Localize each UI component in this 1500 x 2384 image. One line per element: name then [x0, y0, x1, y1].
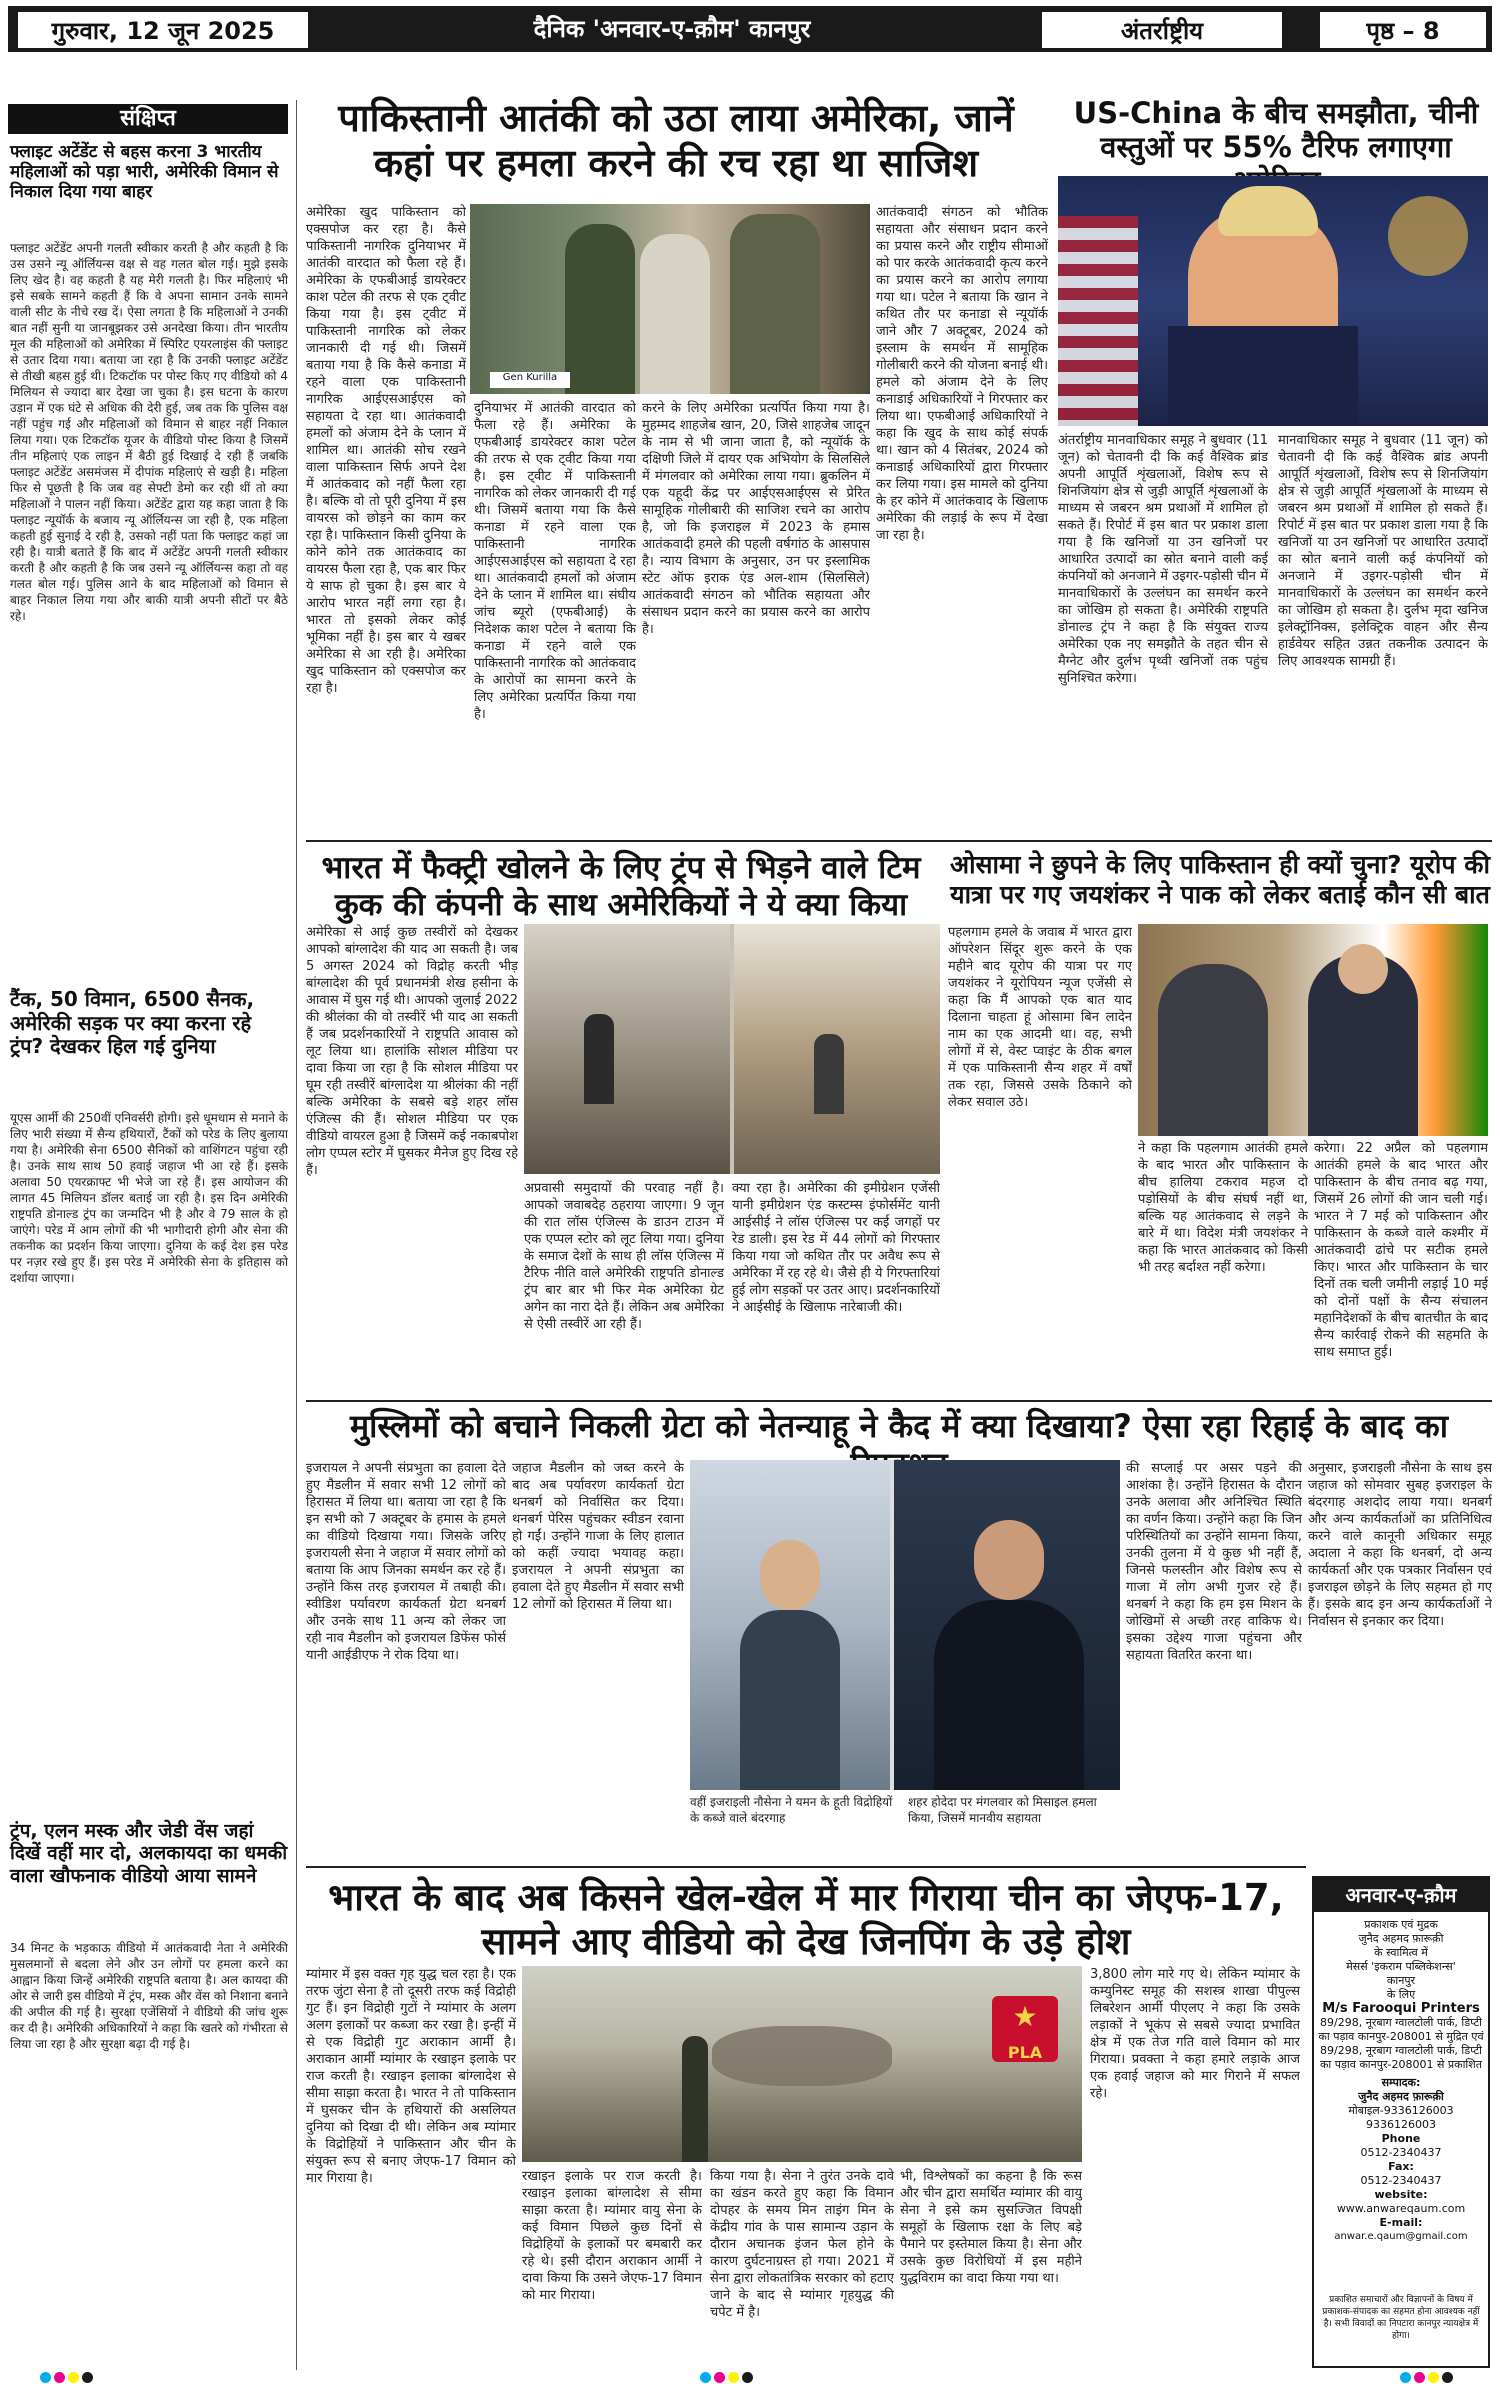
- article6-photo: [522, 1966, 1082, 2162]
- article6-col5: 3,800 लोग मारे गए थे। लेकिन म्यांमार के कम्युनिस्ट समूह की सशस्त्र शाखा पीपुल्स लिबरेशन आर्मी पीएलए ने कहा कि उसके लड़ाकों ने भूकंप से सबसे ज्यादा प्रभावित क्षेत्र में एक तेज गति वाले विमान को मार गिराया। प्रवक्ता ने कहा हमारे लड़ाके आज एक हवाई जहाज को मार गिराने में सफल रहे।: [1090, 1967, 1300, 2101]
- photo-greta: [690, 1460, 890, 1790]
- article3-col3: क्या रहा है। अमेरिका की इमीग्रेशन एजेंसी यानी इमीग्रेशन एंड कस्टम्स इंफोर्समेंट यानी आईसीई ने लॉस एंजिल्स पर कई जगहों पर रेड डाली। इस रेड में 44 लोगों को गिरफ्तार किया गया जो कथित तौर पर अवैध रूप से अमेरिका में रह रहे थे। जैसे ही ये गिरफ्तारियां हुई लोग सड़कों पर उतर आए। प्रदर्शनकारियों ने आईसीई के खिलाफ नारेबाजी की।: [732, 1181, 940, 1315]
- article3-col1: अमेरिका से आई कुछ तस्वीरों को देखकर आपको बांग्लादेश की याद आ सकती है। जब 5 अगस्त 2024 को विद्रोह करती भीड़ बांग्लादेश की पूर्व प्रधानमंत्री शेख हसीना के आवास में घुस गई थी। आपको जुलाई 2022 की श्रीलंका की वो तस्वीरें भी याद आ सकती हैं जब प्रदर्शनकारियों ने राष्ट्रपति आवास को लूट लिया था। हालांकि सोशल मीडिया पर दावा किया जा रहा है कि सोशल मीडिया पर घूम रही तस्वीरें बांग्लादेश या श्रीलंका की नहीं बल्कि अमेरिका के सबसे बड़े शहर लॉस एंजिल्स की हैं। सोशल मीडिया पर एक वीडियो वायरल हुआ है जिसमें कई नकाबपोश लोग एप्पल स्टोर में घुसकर मैनेज हुए दिख रहे हैं।: [306, 925, 518, 1178]
- imprint-fax: 0512-2340437: [1360, 2174, 1442, 2187]
- photo-body: [740, 1610, 840, 1790]
- article1-photo: [470, 204, 870, 394]
- photo-suit: [1168, 326, 1358, 426]
- article1-headline: पाकिस्तानी आतंकी को उठा लाया अमेरिका, जानें कहां पर हमला करने की रच रहा था साजिश: [338, 96, 1014, 185]
- article2-col2: मानवाधिकार समूह ने बुधवार (11 जून) को चेतावनी दी कि कई वैश्विक ब्रांड अपनी आपूर्ति शृंखलाओं, विशेष रूप से शिनजियांग क्षेत्र से जुड़ी आपूर्ति शृंखलाओं के माध्यम से जबरन श्रम प्रथाओं में शामिल हो सकते हैं। रिपोर्ट में इस बात पर प्रकाश डाला गया है कि खनिजों या उन खनिजों पर आधारित उत्पादों का स्रोत बनाने वाली कई कंपनियों को अनजाने में उइगर-पड़ोसी चीन में मानवाधिकारों के उल्लंघन का समर्थन करने का जोखिम हो सकता है। दुर्लभ मृदा खनिज इलेक्ट्रॉनिक्स, इलेक्ट्रिक वाहन और सैन्य हार्डवेयर सहित उन्नत तकनीक उत्पादन के लिए आवश्यक सामग्री हैं।: [1278, 433, 1488, 669]
- article5-col2: जहाज मैडलीन को जब्त करने के बाद अब पर्यावरण कार्यकर्ता ग्रेटा थनबर्ग को निर्वासित कर दिया। थनबर्ग पेरिस पहुंचकर स्वीडन रवाना हो गईं। उन्होंने गाजा के लिए हालात को कहीं ज्यादा भयावह कहा। इजरायल ने अपनी संप्रभुता का हवाला देते हुए मैडलीन में सवार सभी 12 लोगों को हिरासत में लिया था।: [512, 1461, 684, 1612]
- sidebar-story2-body: यूएस आर्मी की 250वीं एनिवर्सरी होगी। इसे धूमधाम से मनाने के लिए भारी संख्या में सैन्य हथियारों, टैंकों को परेड के लिए बुलाया गया है। अमेरिकी सेना 6500 सैनिकों को वाशिंगटन पहुंचा रही है। उनके साथ साथ 50 हवाई जहाज भी आ रहे हैं। इसके अलावा 50 एयरक्राफ्ट भी भेजे जा रहे हैं। इस आयोजन की लागत 45 मिलियन डॉलर बताई जा रही है। इस दिन अमेरिकी राष्ट्रपति डोनाल्ड ट्रंप का जन्मदिन भी है और वे 79 साल के हो जाएंगे। परेड में आम लोगों की भी भागीदारी होगी और सेना की तकनीक का प्रदर्शन किया जाएगा। दुनिया के कई देश इस परेड पर नज़र रखे हुए हैं। इस परेड में अमेरिकी सेना के इतिहास को दर्शाया जाएगा।: [10, 1111, 288, 1285]
- photo-wreckage: [712, 2026, 892, 2086]
- sidebar-story3-headline: ट्रंप, एलन मस्क और जेडी वेंस जहां दिखें वहीं मार दो, अलकायदा का धमकी वाला खौफनाक वीडियो आया सामने: [10, 1820, 288, 1887]
- pla-badge-label: PLA: [1007, 2043, 1043, 2062]
- article2-photo: [1058, 176, 1488, 426]
- sidebar-story1-body: फ्लाइट अटेंडेंट अपनी गलती स्वीकार करती है और कहती है कि उस उसने न्यू ऑर्लियन्स वक्ष से वह गलत बोल गई। मुझे इसके लिए खेद है। वह कहती है यह मेरी गलती है। फिर महिलाएं भी इसे सबके सामने कहती हैं कि वे अपना सामान उनके सामने वाली सीट के नीचे रख दें। ऐसा लगता है कि महिलाओं ने उनकी बात नहीं सुनी या जानबूझकर उसे अनदेखा किया। तीन भारतीय मूल की महिलाओं को अमेरिका में स्पिरिट एयरलाइंस की फ्लाइट से उतार दिया गया। बताया जा रहा है कि उनकी फ्लाइट अटेंडेंट से तीखी बहस हुई थी। टिकटॉक पर पोस्ट किए गए वीडियो को 4 मिलियन से ज्यादा बार देखा जा चुका है। इस घटना के कारण उड़ान में एक घंटे से अधिक की देरी हुई, जब तक कि पुलिस वक्ष नहीं पहुंच गई और महिलाओं को विमान से बाहर नहीं निकाल लिया गया। एक टिकटॉक यूजर के वीडियो पोस्ट किया है जिसमें तीन महिलाएं एक लाइन में बैठी हुई दिखाई दे रही हैं जबकि फ्लाइट अटेंडेंट असमंजस में दीपांक महिलाएं से खड़ी है। महिला फिर से पूछती है कि जब वह सेफ्टी डेमो कर रही थीं तो क्या महिलाओं ने पालन नहीं किया। अटेंडेंट द्वारा यह कहा जाता है कि फ्लाइट न्यूयॉर्क के बजाय न्यू ऑर्लियन्स जा रही है, एक महिला कहती हुई सुनाई दे रही है, उसको नहीं पता कि फ्लाइट कहां जा रही है। यात्री बताते हैं कि बाद में अटेंडेंट अपनी गलती स्वीकार करती है और कहती है कि जब उसने न्यू ऑर्लियन्स कहा तो वह गलत बोल गई। पुलिस आने के बाद महिलाओं को विमान से बाहर निकाल लिया गया और बाकी यात्री अपनी सीटों पर बैठे रहे।: [10, 241, 288, 623]
- sidebar-story2-headline: टैंक, 50 विमान, 6500 सैनक, अमेरिकी सड़क पर क्या करना रहे ट्रंप? देखकर हिल गई दुनिया: [10, 987, 255, 1059]
- article3-col2: अप्रवासी समुदायों की परवाह नहीं है। आपको जवाबदेह ठहराया जाएगा। 9 जून की रात लॉस एंजिल्स के डाउन टाउन में एक एप्पल स्टोर को लूट लिया गया। दुनिया के समाज देशों के साथ ही लॉस एंजिल्स में टैरिफ नीति वाले अमेरिकी राष्ट्रपति डोनाल्ड ट्रंप बार बार भी फिर मेक अमेरिका ग्रेट अगेन का नारा देते हैं। लेकिन अब अमेरिका से ऐसी तस्वीरें आ रही हैं।: [524, 1181, 724, 1332]
- registration-marks-left: [40, 2372, 93, 2383]
- registration-dot: [1428, 2372, 1439, 2383]
- header-page-number: पृष्ठ – 8: [1318, 10, 1488, 50]
- article6-headline: भारत के बाद अब किसने खेल-खेल में मार गिराया चीन का जेएफ-17, सामने आए वीडियो को देख जिनपिंग के उड़े होश: [328, 1876, 1284, 1963]
- photo-figure-politician: [640, 234, 710, 394]
- article5-col3: की सप्लाई पर असर पड़ने की आशंका है। उन्होंने हिरासत के दौरान उनके अलावा और अनिश्चित स्थिति का वर्णन किया। उन्होंने कहा कि जिन परिस्थितियों का उन्होंने सामना किया, उनकी तुलना में ये कुछ भी नहीं हैं, जिनसे फलस्तीन और विशेष रूप से गाजा में लोग अभी गुजर रहे हैं। थनबर्ग ने कहा कि हम इस मिशन के जोखिमों से अच्छी तरह वाकिफ थे। इसका उद्देश्य गाजा पहुंचना और सहायता वितरित करना था।: [1126, 1461, 1302, 1663]
- imprint-website[interactable]: www.anwareqaum.com: [1336, 2202, 1466, 2215]
- registration-dot: [742, 2372, 753, 2383]
- pla-badge: [992, 1996, 1058, 2062]
- imprint-line: कानपुर: [1386, 1974, 1416, 1987]
- photo-looter: [814, 1034, 844, 1114]
- imprint-phone: 0512-2340437: [1360, 2146, 1442, 2159]
- photo-body: [934, 1600, 1084, 1790]
- photo-figure-general: [565, 224, 635, 394]
- photo-face: [974, 1520, 1044, 1600]
- imprint-line: मेसर्स 'इकराम पब्लिकेशन्स': [1346, 1960, 1456, 1973]
- article5-headline: मुस्लिमों को बचाने निकली ग्रेटा को नेतन्याहू ने कैद में क्या दिखाया? ऐसा रहा रिहाई के बाद का: [349, 1407, 1449, 1445]
- article6-col4: भी, विश्लेषकों का कहना है कि रूस और चीन द्वारा समर्थित म्यांमार की वायु सेना ने इसे कम सुसज्जित विपक्षी समूहों के खिलाफ रक्षा के लिए बड़े पैमाने पर इस्तेमाल किया है। सेना और उसके कुछ विरोधियों में इस महीने युद्धविराम का वादा किया गया था।: [900, 2169, 1082, 2286]
- photo-store-interior: [524, 924, 730, 1174]
- divider: [306, 1400, 1492, 1402]
- imprint-fax-label: Fax:: [1388, 2160, 1414, 2173]
- photo-seal: [1388, 196, 1468, 276]
- article6-col2: रखाइन इलाके पर राज करती है। रखाइन इलाका बांग्लादेश से सीमा साझा करता है। म्यांमार वायु सेना के कई विमान पिछले कुछ दिनों से विद्रोहियों के इलाकों पर बमबारी कर रहे थे। इसी दौरान अराकान आर्मी ने दावा किया कि उसने जेएफ-17 विमान को मार गिराया।: [522, 2169, 702, 2303]
- registration-dot: [54, 2372, 65, 2383]
- article1-col1: अमेरिका खुद पाकिस्तान को एक्सपोज कर रहा है। कैसे पाकिस्तानी नागरिक दुनियाभर में आतंकी वारदात को फैला रहे हैं। अमेरिका के एफबीआई डायरेक्टर काश पटेल की तरफ से एक ट्वीट किया गया है। इस ट्वीट में पाकिस्तानी नागरिक को लेकर जानकारी दी गई थी। जिसमें बताया गया है कि कैसे कनाडा में रहने वाला एक पाकिस्तानी नागरिक आईएसआईएस को सहायता दे रहा था। आतंकवादी हमलों को अंजाम देने के प्लान में शामिल था। आतंकी सोच रखने वाला पाकिस्तान सिर्फ अपने देश में आतंकवाद को नहीं फैला रहा है। बल्कि वो तो पूरी दुनिया में इस वायरस को छोड़ने का काम कर रहा है। पाकिस्तान किसी दुनिया के कोने कोने तक आतंकवाद का वायरस फैला रहा है, एक बार फिर ये साफ हो चुका है। इस बार ये आरोप भारत नहीं लगा रहा है। भारत तो इसको लेकर कोई भूमिका नहीं है। इस बार ये खबर अमेरिका से आ रही है। अमेरिका खुद पाकिस्तान को एक्सपोज कर रहा है।: [306, 205, 466, 696]
- imprint-line: जुनैद अहमद फ़ारूक़ी: [1358, 1932, 1444, 1945]
- header-section: अंतर्राष्ट्रीय: [1040, 10, 1284, 50]
- article1-col3: करने के लिए अमेरिका प्रत्यर्पित किया गया है। मुहम्मद शाहजेब खान, 20, जिसे शाहजेब जादून के नाम से भी जाना जाता है, को न्यूयॉर्क के दक्षिणी जिले में दायर एक अभियोग के सिलसिले में मंगलवार को अमेरिका लाया गया। ब्रुकलिन में एक यहूदी केंद्र पर आईएसआईएस से प्रेरित सामूहिक गोलीबारी की साजिश रचने का आरोप है, जो कि इजराइल में 2023 के हमास आतंकवादी हमले की पहली वर्षगांठ के आसपास है। न्याय विभाग के अनुसार, उन पर इस्लामिक स्टेट ऑफ इराक एंड अल-शाम (सिलसिले) आतंकवादी संगठन को भौतिक सहायता और संसाधन प्रदान करने का प्रयास करने का आरोप है।: [642, 401, 870, 637]
- photo-netanyahu: [894, 1460, 1120, 1790]
- imprint-email-label: E-mail:: [1379, 2216, 1423, 2229]
- registration-dot: [1414, 2372, 1425, 2383]
- article4-col2: ने कहा कि पहलगाम आतंकी हमले के बाद भारत और पाकिस्तान के बीच हालिया टकराव महज दो पड़ोसियों के बीच संघर्ष नहीं था, बल्कि यह आतंकवाद से लड़ने के बारे में था। विदेश मंत्री जयशंकर ने कहा कि भारत आतंकवाद को किसी भी तरह बर्दाश्त नहीं करेगा।: [1138, 1141, 1308, 1275]
- photo-face: [1338, 944, 1388, 994]
- registration-dot: [40, 2372, 51, 2383]
- article1-col4: आतंकवादी संगठन को भौतिक सहायता और संसाधन प्रदान करने का प्रयास करने और राष्ट्रीय सीमाओं को पार करके आतंकवादी कृत्य करने का प्रयास करने का आरोप लगाया गया था। पटेल ने बताया कि खान ने कथित तौर पर कनाडा से न्यूयॉर्क जाने और 7 अक्टूबर, 2024 को इस्लाम के समर्थन में सामूहिक गोलीबारी करने की योजना बनाई थी। हमले को अंजाम देने के लिए कनाडाई अधिकारियों ने गिरफ्तार कर लिया था। एफबीआई अधिकारियों ने कहा कि खुद के साथ कोई संपर्क था। खान को 4 सितंबर, 2024 को कनाडाई अधिकारियों द्वारा गिरफ्तार कर लिया गया। इस मामले को दुनिया के हर कोने में आतंकवाद के खिलाफ अमेरिका की लड़ाई के रूप में देखा जा रहा है।: [876, 205, 1048, 543]
- article5-col1: इजरायल ने अपनी संप्रभुता का हवाला देते हुए मैडलीन में सवार सभी 12 लोगों को हिरासत में लिया था। बताया जा रहा है कि इन सभी को 7 अक्टूबर के हमास के हमले का वीडियो दिखाया गया। जिसके जरिए इजरायली सेना ने जहाज में सवार लोगों को बताया कि आप जिनका समर्थन कर रहे हैं। उन्होंने किस तरह इजरायल में तबाही की। स्वीडिश पर्यावरण कार्यकर्ता ग्रेटा थनबर्ग और उनके साथ 11 अन्य को लेकर जा रही नाव मैडलीन को इजरायल डिफेंस फोर्स यानी आईडीएफ ने रोक दिया था।: [306, 1461, 506, 1663]
- article3-photo: [524, 924, 940, 1174]
- sidebar-title: संक्षिप्त: [8, 104, 288, 134]
- registration-dot: [68, 2372, 79, 2383]
- article4-headline: ओसामा ने छुपने के लिए पाकिस्तान ही क्यों चुना? यूरोप की यात्रा पर गए जयशंकर ने पाक को लेकर बताई कौन सी बात: [950, 850, 1490, 909]
- imprint-mobile: मोबाइल-9336126003: [1348, 2104, 1454, 2117]
- registration-dot: [728, 2372, 739, 2383]
- photo-interviewer: [1158, 964, 1268, 1136]
- photo-face: [760, 1540, 820, 1610]
- article3-headline: भारत में फैक्ट्री खोलने के लिए ट्रंप से भिड़ने वाले टिम कुक की कंपनी के साथ अमेरिकियों ने ये क्या किया: [321, 850, 921, 923]
- imprint-email[interactable]: anwar.e.qaum@gmail.com: [1334, 2231, 1468, 2242]
- registration-dot: [82, 2372, 93, 2383]
- article5-col4: अनुसार, इजराइली नौसेना के साथ इस जहाज को सोमवार सुबह इजराइल के बंदरगाह अशदोद लाया गया। थनबर्ग और अन्य कार्यकर्ताओं का प्रतिनिधित्व करने वाले कानूनी अधिकार समूह अदाला ने कहा कि थनबर्ग, दो अन्य कार्यकर्ता और एक पत्रकार निर्वासन एवं इजराइल छोड़ने के लिए सहमत हो गए हैं। इसके बाद इन अन्य कार्यकर्ताओं ने निर्वासन से इनकार कर दिया।: [1308, 1461, 1492, 1629]
- sidebar: [8, 100, 297, 2370]
- imprint-publisher: [1318, 1918, 1484, 2244]
- registration-dot: [1400, 2372, 1411, 2383]
- star-icon: ★: [1012, 2000, 1038, 2033]
- imprint-note: प्रकाशित समाचारों और विज्ञापनों के विषय में प्रकाशक-संपादक का सहमत होना आवश्यक नहीं है। सभी विवादों का निपटारा कानपुर न्यायक्षेत्र में होगा।: [1322, 2295, 1480, 2341]
- article1-col2: दुनियाभर में आतंकी वारदात को फैला रहे हैं। अमेरिका के एफबीआई डायरेक्टर काश पटेल की तरफ से एक ट्वीट किया गया है। इस ट्वीट में पाकिस्तानी नागरिक को लेकर जानकारी दी गई थी। जिसमें बताया गया कि कैसे कनाडा में रहने वाला एक पाकिस्तानी नागरिक आईएसआईएस को सहायता दे रहा था। आतंकवादी हमलों को अंजाम देने के प्लान में शामिल था। संघीय जांच ब्यूरो (एफबीआई) के निदेशक काश पटेल ने बताया कि कनाडा में रहने वाले एक पाकिस्तानी नागरिक को आतंकवाद के आरोपों का सामना करने के लिए अमेरिका प्रत्यर्पित किया गया है।: [474, 401, 636, 722]
- imprint-editor-label: सम्पादक:: [1381, 2076, 1421, 2089]
- page-header: [0, 0, 1500, 62]
- registration-marks-center: [700, 2372, 753, 2383]
- sidebar-story1-headline: फ्लाइट अटेंडेंट से बहस करना 3 भारतीय महिलाओं को पड़ा भारी, अमेरिकी विमान से निकाल दिया गया बाहर: [10, 142, 279, 203]
- article6-col3: किया गया है। सेना ने तुरंत उनके दावे का खंडन करते हुए कहा कि विमान दोपहर के समय मिन ताइंग मिन के केंद्रीय गांव के पास सामान्य उड़ान के दौरान अचानक इंजन फेल होने के कारण दुर्घटनाग्रस्त हो गया। 2021 में सेना द्वारा लोकतांत्रिक सरकार को हटाए जाने के बाद से म्यांमार गृहयुद्ध की चपेट में है।: [710, 2169, 894, 2320]
- imprint-phone-label: Phone: [1381, 2132, 1421, 2145]
- article1-photo-caption: Gen Kurilla: [490, 372, 570, 388]
- header-date: गुरुवार, 12 जून 2025: [16, 10, 310, 50]
- article5-caption1: वहीं इजराइली नौसेना ने यमन के हूती विद्रोहियों के कब्जे वाले बंदरगाह: [690, 1795, 893, 1825]
- article4-col3: करेगा। 22 अप्रैल को पहलगाम आतंकी हमले के बाद भारत और पाकिस्तान के बीच तनाव बढ़ गया, जिसमें 26 लोगों की जान चली गई। भारत ने 7 मई को पाकिस्तान और पाकिस्तान के कब्जे वाले कश्मीर में आतंकवादी ढांचे पर सटीक हमले किए। भारत और पाकिस्तान के चार दिनों तक चली जमीनी लड़ाई 10 मई को दोनों पक्षों के सैन्य संचालन महानिदेशकों के बीच बातचीत के बाद सैन्य कार्रवाई रोकने की सहमति के साथ समाप्त हुई।: [1314, 1141, 1488, 1360]
- registration-dot: [700, 2372, 711, 2383]
- registration-dot: [714, 2372, 725, 2383]
- article4-col1: पहलगाम हमले के जवाब में भारत द्वारा ऑपरेशन सिंदूर शुरू करने के एक महीने बाद यूरोप की यात्रा पर गए जयशंकर ने यूरोपियन न्यूज एजेंसी से कहा कि मैं आपको एक बात याद दिलाना चाहता हूं ओसामा बिन लादेन नाम का एक आदमी था। वह, सभी लोगों में से, वेस्ट प्वाइंट के ठीक बगल में एक पाकिस्तानी सैन्य शहर में वर्षों तक रहा, जिससे उसके ठिकाने को लेकर सवाल उठे।: [948, 925, 1132, 1110]
- imprint-title: अनवार-ए-क़ौम: [1314, 1878, 1488, 1912]
- imprint-line: 89/298, नूरबाग ग्वालटोली पार्क, डिप्टी का पड़ाव कानपुर-208001 से मुद्रित एवं 89/298, नूरबाग ग्वालटोली पार्क, डिप्टी का पड़ाव कानपुर-208001 से प्रकाशित: [1318, 2016, 1484, 2071]
- divider: [306, 840, 1492, 842]
- photo-flag: [1058, 216, 1138, 426]
- sidebar-story3-body: 34 मिनट के भड़काऊ वीडियो में आतंकवादी नेता ने अमेरिकी मुसलमानों से बदला लेने और उन लोगों पर हमला करने का आह्वान किया जिन्हें अमेरिकी राष्ट्रपति बताया है। अल कायदा की ओर से जारी इस वीडियो में ट्रंप, मस्क और वेंस को निशाना बनाने की अपील की गई है। सुरक्षा एजेंसियों ने वीडियो की जांच शुरू कर दी है। अमेरिकी अधिकारियों ने कहा कि खतरे को गंभीरता से लिया जा रहा है और सुरक्षा बढ़ा दी गई है।: [10, 1941, 288, 2051]
- imprint-line: के लिए: [1386, 1988, 1416, 2001]
- imprint-printer: M/s Farooqui Printers: [1322, 2001, 1480, 2016]
- imprint-website-label: website:: [1374, 2188, 1428, 2201]
- imprint-editor: जुनैद अहमद फ़ारूक़ी: [1358, 2090, 1444, 2103]
- registration-marks-right: [1400, 2372, 1453, 2383]
- imprint-line: के स्वामित्व में: [1374, 1946, 1428, 1959]
- article2-col1: अंतर्राष्ट्रीय मानवाधिकार समूह ने बुधवार (11 जून) को चेतावनी दी कि कई वैश्विक ब्रांड अपनी आपूर्ति शृंखलाओं, विशेष रूप से शिनजियांग क्षेत्र से जुड़ी आपूर्ति शृंखलाओं के माध्यम से जबरन श्रम प्रथाओं में शामिल हो सकते हैं। रिपोर्ट में इस बात पर प्रकाश डाला गया है कि खनिजों या उन खनिजों पर आधारित उत्पादों का स्रोत बनाने वाली कई कंपनियों को अनजाने में उइगर-पड़ोसी चीन में मानवाधिकारों के उल्लंघन का समर्थन करने का जोखिम हो सकता है। अमेरिकी राष्ट्रपति डोनाल्ड ट्रंप ने कहा है कि संयुक्त राज्य अमेरिका एक नए समझौते के तहत चीन से मैग्नेट और दुर्लभ पृथ्वी खनिजों तक पहुंच सुनिश्चित करेगा।: [1058, 433, 1268, 686]
- divider: [306, 1866, 1306, 1868]
- photo-hair: [1218, 186, 1318, 236]
- registration-dot: [1442, 2372, 1453, 2383]
- article2-headline: US-China के बीच समझौता, चीनी वस्तुओं पर 55% टैरिफ लगाएगा: [1073, 96, 1479, 165]
- imprint-box: [1312, 1876, 1490, 2368]
- photo-soldier: [682, 2036, 708, 2162]
- photo-figure-officer: [730, 214, 820, 394]
- article5-photo: [690, 1460, 1120, 1790]
- article4-photo: [1138, 924, 1488, 1136]
- article5-caption2: शहर होदेदा पर मंगलवार को मिसाइल हमला किया, जिसमें मानवीय सहायता: [908, 1795, 1097, 1825]
- header-paper-name: दैनिक 'अनवार-ए-क़ौम' कानपुर: [533, 14, 811, 43]
- photo-looter: [584, 1014, 614, 1104]
- imprint-reg: 9336126003: [1366, 2118, 1436, 2131]
- article6-col1: म्यांमार में इस वक्त गृह युद्ध चल रहा है। एक तरफ जुंटा सेना है तो दूसरी तरफ कई विद्रोही गुट हैं। इन विद्रोही गुटों ने म्यांमार के अलग अलग इलाकों पर कब्जा कर रखा है। इन्हीं में से एक विद्रोही गुट अराकान आर्मी है। अराकान आर्मी म्यांमार के रखाइन इलाके पर राज करती है। रखाइन इलाका बांग्लादेश से सीमा साझा करता है। भारत ने तो पाकिस्तान में घुसकर चीन के हथियारों की असलियत दुनिया को दिखा दी थी। लेकिन अब म्यांमार के विद्रोहियों ने पाकिस्तान और चीन के संयुक्त रूप से बनाए जेएफ-17 विमान को मार गिराया है।: [306, 1967, 516, 2186]
- imprint-line: प्रकाशक एवं मुद्रक: [1364, 1918, 1438, 1931]
